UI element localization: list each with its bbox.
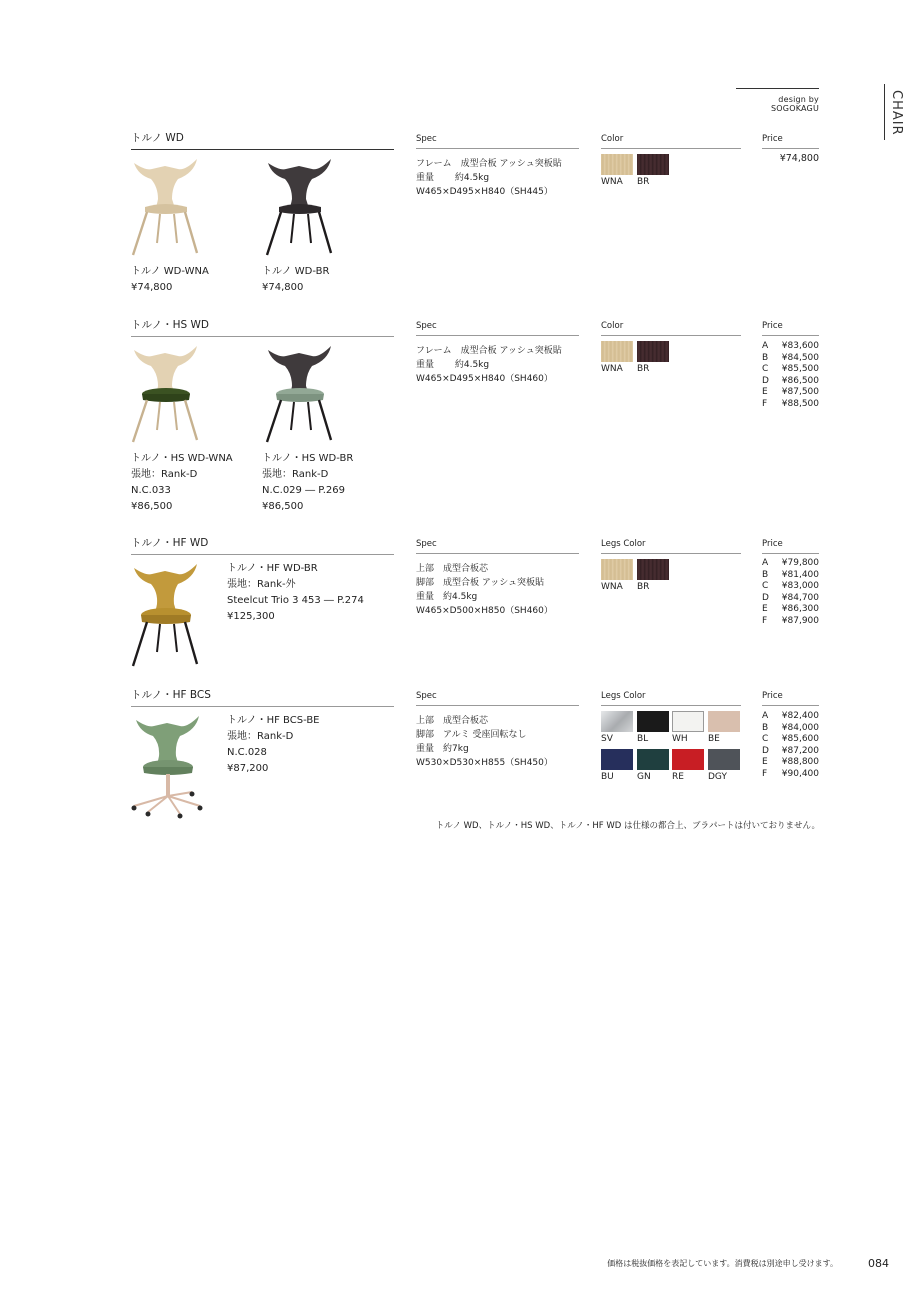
price-row: E ¥87,500: [762, 387, 819, 398]
swatch-gn: [637, 749, 669, 770]
product-fabric: 張地：Rank-D: [227, 731, 294, 742]
price-row: A ¥83,600: [762, 341, 819, 351]
product-nc: N.C.029 ― P.269: [262, 485, 346, 496]
price-list: [762, 558, 819, 628]
side-rule: [884, 84, 885, 140]
spec-heading: Spec: [416, 134, 579, 149]
product-caption-wd-br: [262, 264, 329, 296]
swatch-wh: [672, 711, 704, 732]
color-heading: Color: [601, 134, 741, 149]
price-row: C ¥85,500: [762, 364, 819, 375]
swatch-label: BL: [637, 734, 649, 744]
swatch-label: BE: [708, 734, 720, 744]
spec-text: フレーム 成型合板 アッシュ突板貼 重量 約4.5kg W465×D495×H840（SH460）: [416, 346, 562, 384]
swatch-be: [708, 711, 740, 732]
design-credit: design by SOGOKAGU: [736, 88, 819, 113]
swatch-wna: [601, 559, 633, 580]
price-heading: Price: [762, 539, 819, 554]
swatch-label: BR: [637, 177, 650, 187]
price-row: F ¥88,500: [762, 398, 819, 409]
price-row: F ¥90,400: [762, 768, 819, 779]
price-row: B ¥84,500: [762, 352, 819, 363]
product-caption-wd-wna: [131, 264, 209, 296]
chair-image-hf-bcs-be: [128, 712, 208, 820]
section-title: トルノ・HF WD: [131, 535, 394, 555]
price-row: C ¥85,600: [762, 734, 819, 745]
swatch-bl: [637, 711, 669, 732]
chair-image-hs-wd-br: [262, 342, 337, 447]
price-row: E ¥86,300: [762, 604, 819, 615]
swatch-wna: [601, 341, 633, 362]
product-caption-hs-wd-wna: [131, 451, 233, 515]
note-text: トルノ WD、トルノ・HS WD、トルノ・HF WD は仕様の都合上、ブラパートは付いておりません。: [435, 821, 820, 831]
swatch-label: RE: [672, 772, 684, 782]
price-row: B ¥81,400: [762, 569, 819, 580]
price-row: D ¥86,500: [762, 375, 819, 386]
price-list: [762, 341, 819, 411]
spec-heading: Spec: [416, 539, 579, 554]
chair-image-wd-wna: [128, 155, 203, 260]
product-price: ¥74,800: [262, 282, 304, 293]
swatch-label: WNA: [601, 177, 623, 187]
color-heading: Color: [601, 321, 741, 336]
swatch-re: [672, 749, 704, 770]
spec-heading: Spec: [416, 321, 579, 336]
price-heading: Price: [762, 134, 819, 149]
price-row: B ¥84,000: [762, 722, 819, 733]
product-nc: Steelcut Trio 3 453 ― P.274: [227, 595, 364, 606]
product-name: トルノ WD-BR: [262, 266, 330, 277]
price-row: F ¥87,900: [762, 615, 819, 626]
chair-image-wd-br: [262, 155, 337, 260]
product-fabric: 張地：Rank-外: [227, 579, 296, 590]
price-value: ¥74,800: [779, 153, 819, 164]
swatch-label: DGY: [708, 772, 727, 782]
tax-note: 価格は税抜価格を表記しています。消費税は別途申し受けます。: [607, 1259, 838, 1268]
chair-image-hf-wd-br: [128, 560, 203, 670]
product-nc: N.C.028: [227, 747, 267, 758]
swatch-label: BR: [637, 364, 650, 374]
spec-text: フレーム 成型合板 アッシュ突板貼 重量 約4.5kg W465×D495×H840（SH445）: [416, 159, 562, 197]
product-name: トルノ・HS WD-BR: [262, 453, 354, 464]
swatch-label: BR: [637, 582, 650, 592]
swatch-br: [637, 559, 669, 580]
product-nc: N.C.033: [131, 485, 171, 496]
product-price: ¥125,300: [227, 611, 275, 622]
side-label: CHAIR: [889, 90, 904, 136]
spec-text: 上部 成型合板芯 脚部 成型合板 アッシュ突板貼 重量 約4.5kg W465×D500×H850（SH460）: [416, 564, 553, 616]
section-title: トルノ・HF BCS: [131, 687, 394, 707]
product-price: ¥86,500: [262, 501, 304, 512]
swatch-label: BU: [601, 772, 614, 782]
product-name: トルノ・HS WD-WNA: [131, 453, 233, 464]
swatch-dgy: [708, 749, 740, 770]
swatch-sv: [601, 711, 633, 732]
swatch-wna: [601, 154, 633, 175]
product-caption-hf-bcs-be: [227, 713, 320, 777]
swatch-label: WNA: [601, 364, 623, 374]
swatch-label: SV: [601, 734, 613, 744]
product-price: ¥87,200: [227, 763, 269, 774]
product-price: ¥86,500: [131, 501, 173, 512]
price-heading: Price: [762, 691, 819, 706]
swatch-label: GN: [637, 772, 651, 782]
product-caption-hf-wd-br: [227, 561, 364, 625]
price-heading: Price: [762, 321, 819, 336]
section-title: トルノ・HS WD: [131, 317, 394, 337]
legs-color-heading: Legs Color: [601, 691, 741, 706]
price-row: E ¥88,800: [762, 757, 819, 768]
price-row: C ¥83,000: [762, 581, 819, 592]
spec-heading: Spec: [416, 691, 579, 706]
price-row: A ¥82,400: [762, 711, 819, 721]
price-row: A ¥79,800: [762, 558, 819, 568]
product-name: トルノ・HF BCS-BE: [227, 715, 320, 726]
product-name: トルノ WD-WNA: [131, 266, 209, 277]
product-fabric: 張地：Rank-D: [131, 469, 198, 480]
price-row: D ¥87,200: [762, 745, 819, 756]
price-list: [762, 711, 819, 781]
swatch-bu: [601, 749, 633, 770]
chair-image-hs-wd-wna: [128, 342, 203, 447]
swatch-br: [637, 341, 669, 362]
product-caption-hs-wd-br: [262, 451, 353, 515]
swatch-label: WH: [672, 734, 688, 744]
swatch-label: WNA: [601, 582, 623, 592]
product-price: ¥74,800: [131, 282, 173, 293]
product-name: トルノ・HF WD-BR: [227, 563, 318, 574]
spec-text: 上部 成型合板芯 脚部 アルミ 受座回転なし 重量 約7kg W530×D530×H855（SH450）: [416, 716, 553, 768]
product-fabric: 張地：Rank-D: [262, 469, 329, 480]
page-number: 084: [868, 1257, 889, 1270]
section-title: トルノ WD: [131, 130, 394, 150]
legs-color-heading: Legs Color: [601, 539, 741, 554]
price-row: D ¥84,700: [762, 592, 819, 603]
swatch-br: [637, 154, 669, 175]
